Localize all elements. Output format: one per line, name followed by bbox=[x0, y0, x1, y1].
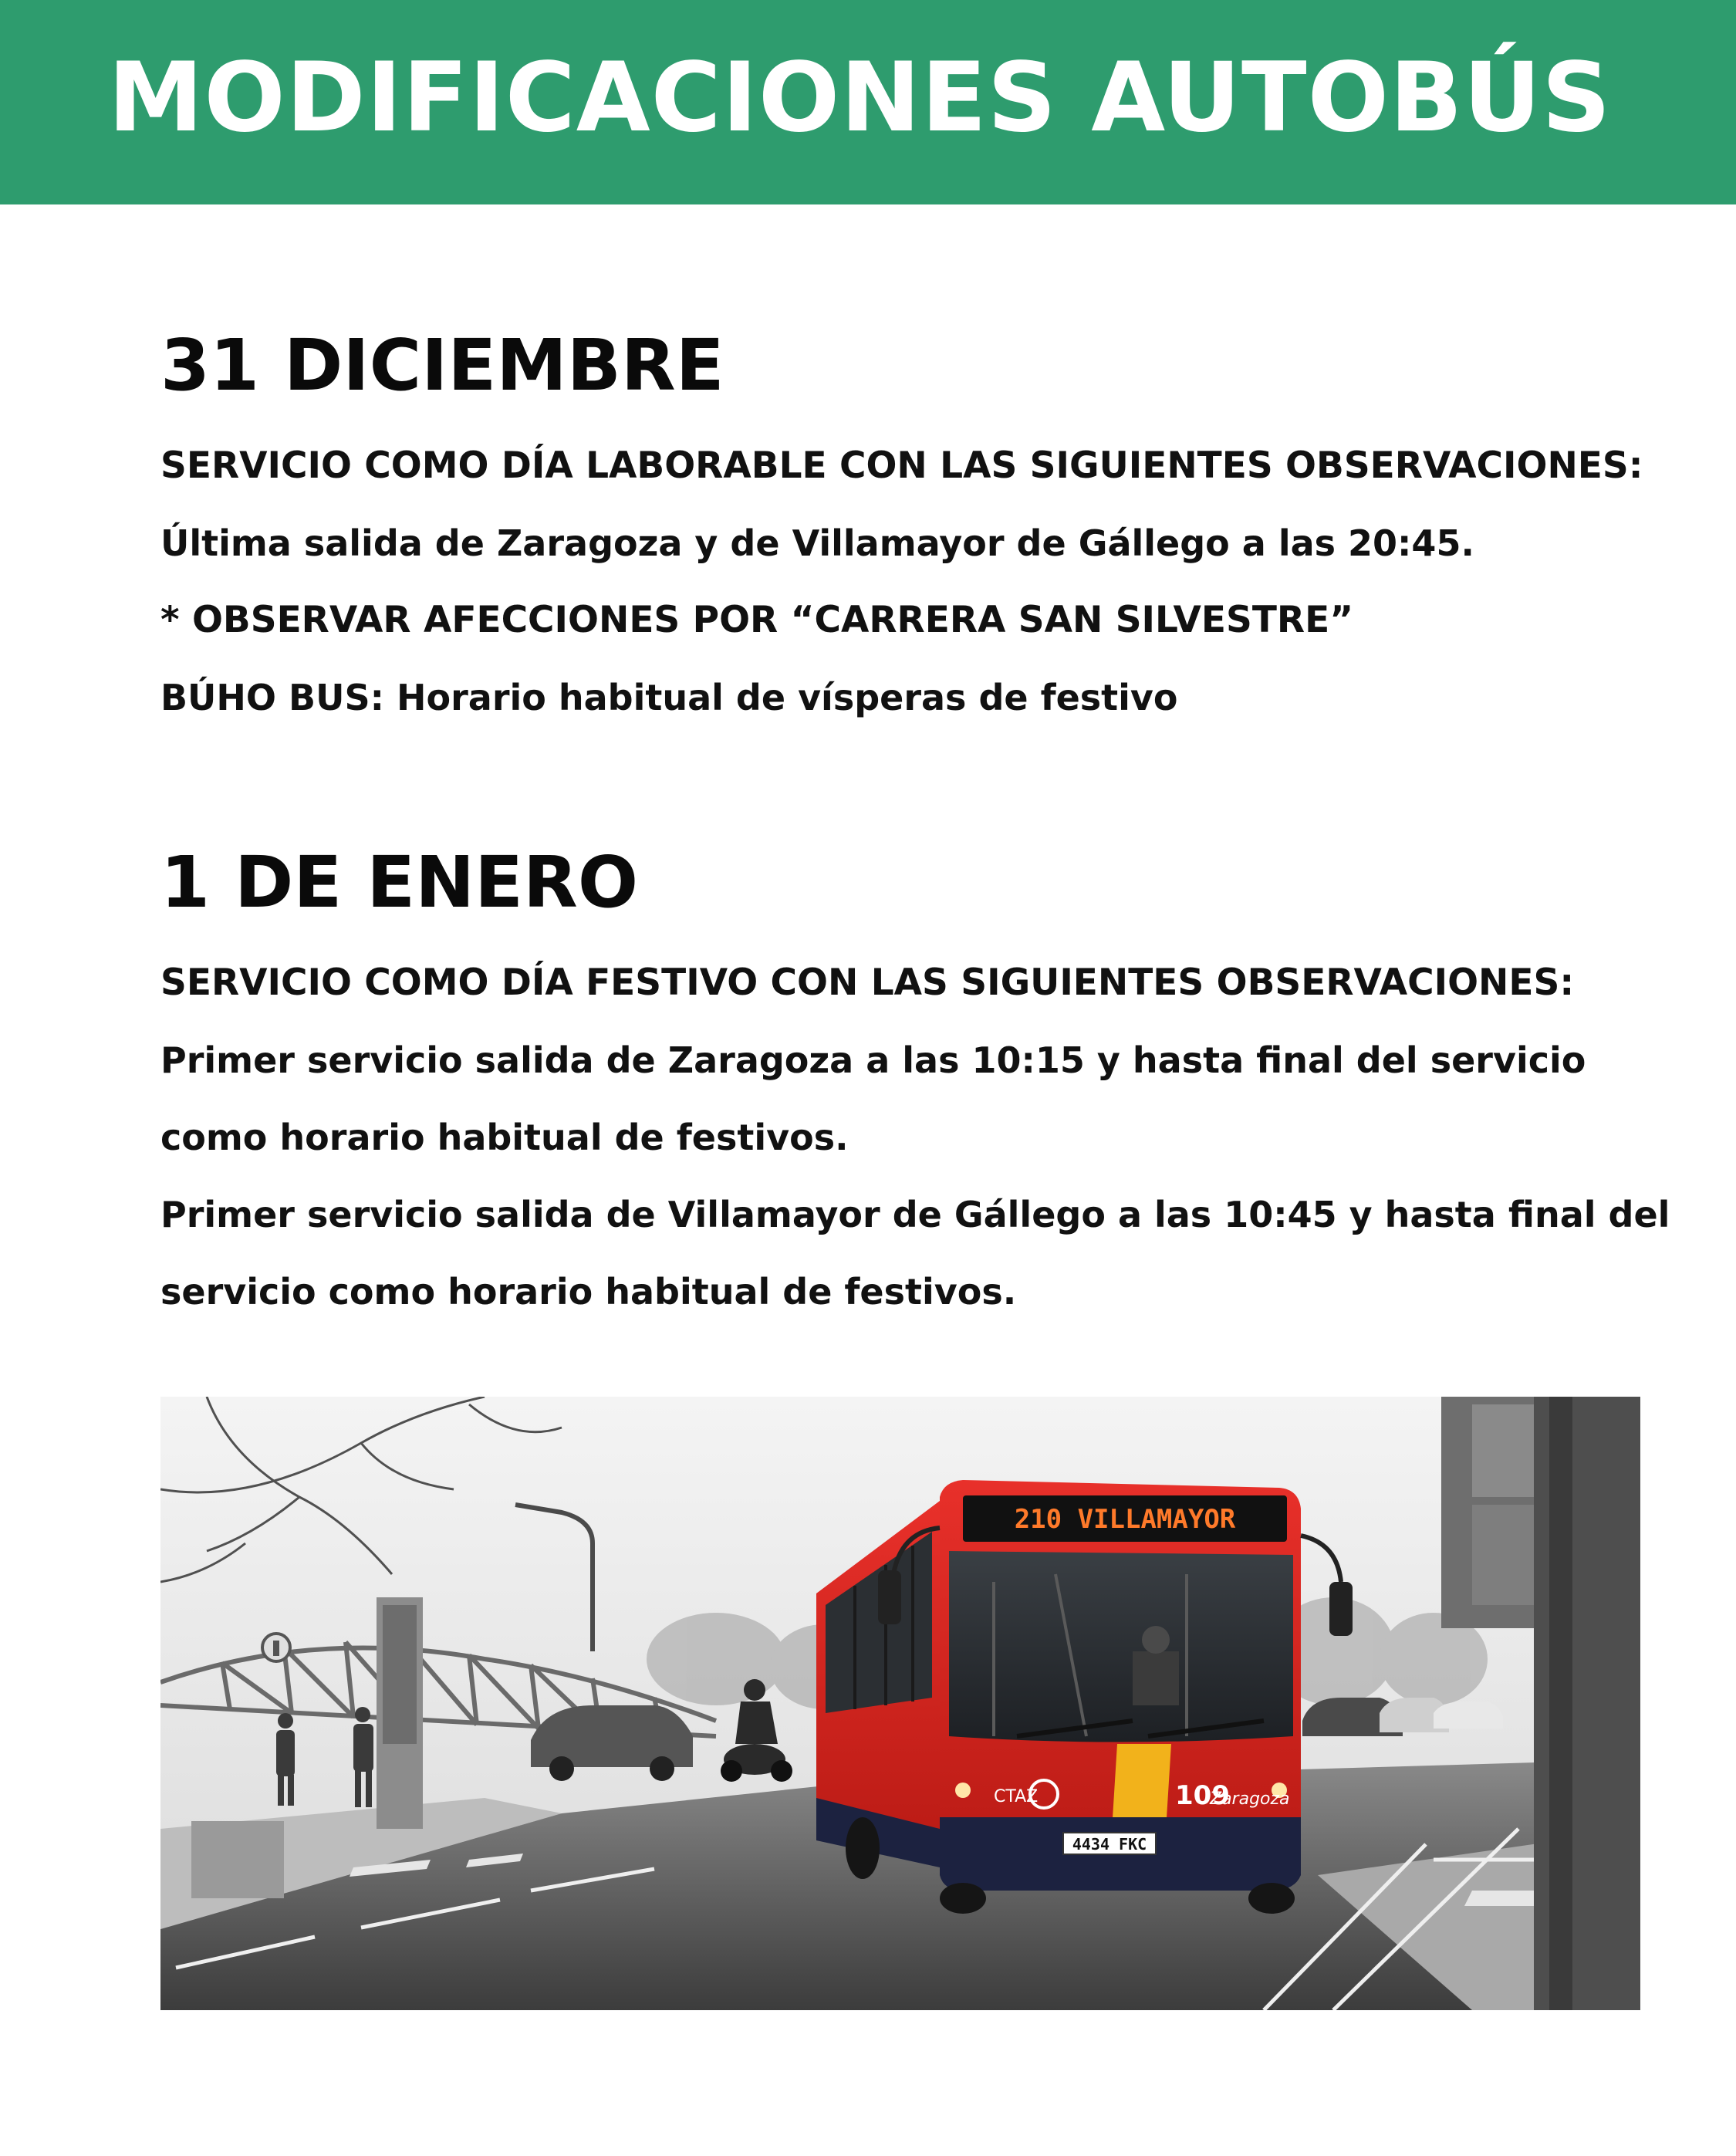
section-line: servicio como horario habitual de festivos. bbox=[160, 1271, 1017, 1313]
section-line: BÚHO BUS: Horario habitual de vísperas de festivo bbox=[160, 677, 1178, 718]
destination-sign: 210 VILLAMAYOR bbox=[1014, 1504, 1236, 1535]
section-line: Primer servicio salida de Zaragoza a las 10:15 y hasta final del servicio bbox=[160, 1039, 1586, 1081]
page-title: MODIFICACIONES AUTOBÚS bbox=[108, 42, 1612, 154]
section-line: Primer servicio salida de Villamayor de Gállego a las 10:45 y hasta final del bbox=[160, 1194, 1670, 1235]
bus-side-text: Zaragoza bbox=[1210, 1789, 1290, 1809]
header-banner bbox=[0, 0, 1736, 204]
section-line: SERVICIO COMO DÍA FESTIVO CON LAS SIGUIENTES OBSERVACIONES: bbox=[160, 961, 1575, 1004]
section-heading: 1 DE ENERO bbox=[160, 841, 639, 924]
section-heading: 31 DICIEMBRE bbox=[160, 324, 724, 407]
bus-plate: 4434 FKC bbox=[1072, 1835, 1147, 1854]
section-line: Última salida de Zaragoza y de Villamayor de Gállego a las 20:45. bbox=[160, 522, 1474, 564]
section-line: SERVICIO COMO DÍA LABORABLE CON LAS SIGUIENTES OBSERVACIONES: bbox=[160, 444, 1643, 487]
section-1-de-enero bbox=[160, 840, 1711, 1330]
section-line: * OBSERVAR AFECCIONES POR “CARRERA SAN SILVESTRE” bbox=[160, 599, 1354, 641]
section-line: como horario habitual de festivos. bbox=[160, 1117, 849, 1158]
bus-number: 109 bbox=[1175, 1780, 1230, 1811]
bus bbox=[816, 1480, 1353, 1914]
bus-photo bbox=[160, 1397, 1640, 2010]
section-31-diciembre bbox=[160, 323, 1711, 736]
bus-logo: CTAZ bbox=[994, 1787, 1039, 1806]
